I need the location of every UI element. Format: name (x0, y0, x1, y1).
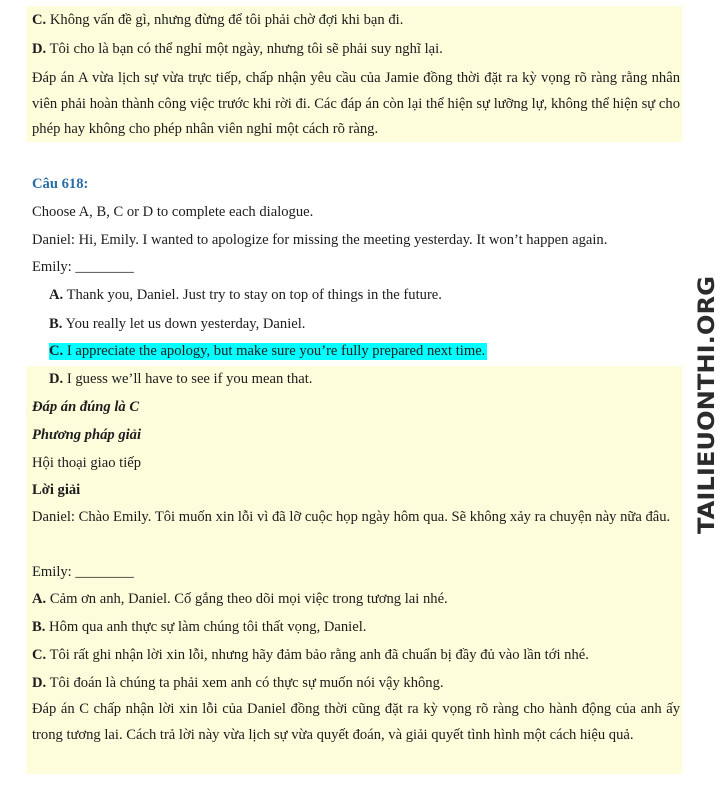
watermark-text: TAILIEUONTHI.ORG (695, 299, 720, 534)
answer-option-b: B. Hôm qua anh thực sự làm chúng tôi thất vọng, Daniel. (32, 619, 367, 635)
prev-option-c: C. Không vấn đề gì, nhưng đừng để tôi phải chờ đợi khi bạn đi. (32, 12, 404, 28)
prev-explanation: Đáp án A vừa lịch sự vừa trực tiếp, chấp nhận yêu cầu của Jamie đồng thời đặt ra kỳ vọng rõ ràng rằng nhân viên phải hoàn thành công việc trước khi rời đi. Các đáp án còn lại thể hiện sự lưỡng lự, không thể hiện sự cho phép hay không cho phép nhân viên nghỉ một cách rõ ràng. (32, 70, 680, 137)
option-a: A. Thank you, Daniel. Just try to stay on top of things in the future. (49, 287, 442, 303)
prev-option-d: D. Tôi cho là bạn có thể nghỉ một ngày, nhưng tôi sẽ phải suy nghĩ lại. (32, 41, 443, 57)
answer-option-c: C. Tôi rất ghi nhận lời xin lỗi, nhưng hãy đảm bảo rằng anh đã chuẩn bị đầy đủ vào lần tới nhé. (32, 647, 589, 663)
answer-explanation: Đáp án C chấp nhận lời xin lỗi của Daniel đồng thời cũng đặt ra kỳ vọng rõ ràng cho hành động của anh ấy trong tương lai. Cách trả lời này vừa lịch sự vừa quyết đoán, và giải quyết tình hình một cách hiệu quả. (32, 701, 680, 743)
method-text: Hội thoại giao tiếp (32, 455, 142, 471)
question-number: Câu 618: (32, 176, 89, 192)
translation-line: Daniel: Chào Emily. Tôi muốn xin lỗi vì đã lỡ cuộc họp ngày hôm qua. Sẽ không xảy ra chuyện này nữa đâu. (32, 509, 671, 525)
solution-heading: Lời giải (32, 482, 81, 498)
question-instruction: Choose A, B, C or D to complete each dialogue. (32, 204, 314, 220)
answer-option-d: D. Tôi đoán là chúng ta phải xem anh có thực sự muốn nói vậy không. (32, 675, 444, 691)
option-b: B. You really let us down yesterday, Daniel. (49, 316, 306, 332)
dialogue-line: Daniel: Hi, Emily. I wanted to apologize for missing the meeting yesterday. It won’t happen again. (32, 232, 608, 248)
site-watermark (691, 270, 721, 540)
translation-blank: Emily: ________ (32, 564, 134, 580)
method-heading: Phương pháp giải (32, 427, 142, 443)
dialogue-blank: Emily: ________ (32, 259, 134, 275)
answer-option-a: A. Cảm ơn anh, Daniel. Cố gắng theo dõi mọi việc trong tương lai nhé. (32, 591, 448, 607)
option-d: D. I guess we’ll have to see if you mean that. (49, 371, 313, 387)
option-c: C. I appreciate the apology, but make sure you’re fully prepared next time. (49, 343, 486, 359)
correct-answer: Đáp án đúng là C (32, 399, 140, 415)
